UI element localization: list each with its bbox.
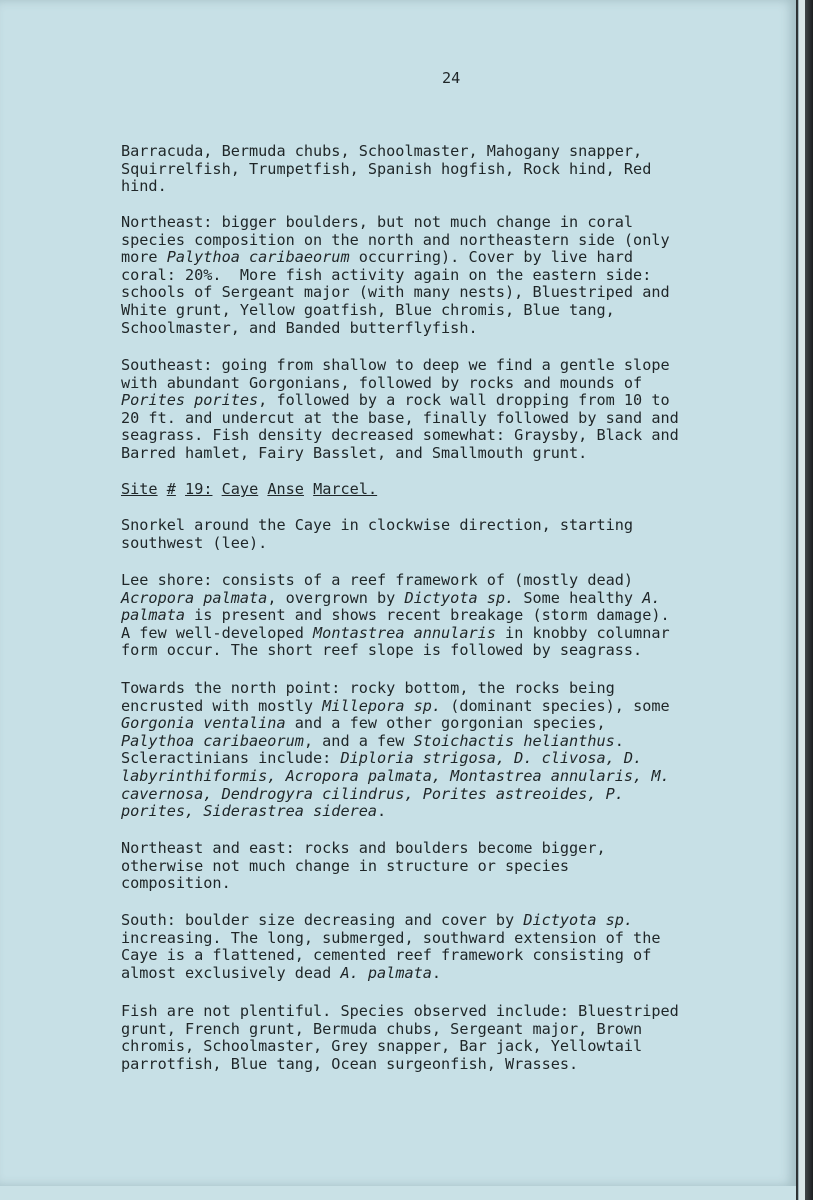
text-line: parrotfish, Blue tang, Ocean surgeonfish, Wrasses. [121, 1054, 579, 1073]
binding-edge [796, 0, 813, 1200]
text-line: chromis, Schoolmaster, Grey snapper, Bar jack, Yellowtail [121, 1037, 643, 1056]
text-line: with abundant Gorgonians, followed by rocks and mounds of [121, 373, 643, 392]
text-line [121, 590, 786, 608]
text-line: White grunt, Yellow goatfish, Blue chromis, Blue tang, [121, 300, 615, 319]
heading-word: Anse [267, 480, 304, 498]
heading-word: Site [121, 480, 158, 498]
text-line: increasing. The long, submerged, southward extension of the [121, 928, 661, 947]
text-line: seagrass. Fish density decreased somewhat: Graysby, Black and [121, 426, 679, 445]
text-line: Lee shore: consists of a reef framework of (mostly dead) [121, 571, 634, 589]
text-line: grunt, French grunt, Bermuda chubs, Sergeant major, Brown [121, 1019, 643, 1038]
paragraph-fish-list [121, 143, 786, 196]
paragraph-lee-shore [121, 572, 786, 660]
paragraph-southeast [121, 357, 786, 463]
text-line: coral: 20%. More fish activity again on the eastern side: [121, 265, 652, 284]
text-line: Northeast: bigger boulders, but not much change in coral [121, 213, 634, 231]
next-page-edge [798, 0, 805, 1200]
paragraph-fish-observed [121, 1003, 786, 1073]
text-line: Schoolmaster, and Banded butterflyfish. [121, 318, 478, 337]
text-line [121, 965, 786, 983]
text-line: form occur. The short reef slope is followed by seagrass. [121, 641, 643, 660]
text-segment: more [121, 248, 167, 267]
text-segment: , and a few [303, 731, 414, 750]
text-line: labyrinthiformis, Acropora palmata, Montastrea annularis, M. [121, 766, 670, 785]
species-name: Palythoa caribaeorum [166, 248, 350, 267]
text-segment: Scleractinians include: [121, 749, 341, 768]
text-segment: . [431, 963, 442, 982]
text-line [121, 733, 786, 751]
text-line: species composition on the north and northeastern side (only [121, 230, 670, 249]
text-line [121, 607, 786, 625]
text-line: otherwise not much change in structure or species [121, 856, 570, 875]
text-segment: encrusted with mostly [121, 696, 323, 715]
site-heading [121, 481, 786, 499]
text-segment: occurring). Cover by live hard [349, 248, 634, 267]
paragraph-north-point [121, 680, 786, 821]
text-line: Southeast: going from shallow to deep we find a gentle slope [121, 356, 670, 374]
species-name: palmata [121, 606, 186, 625]
species-name: Acropora palmata [121, 588, 268, 607]
species-name: Millepora sp. [322, 696, 442, 715]
text-line [121, 803, 786, 821]
paragraph-south [121, 912, 786, 982]
text-segment: is present and shows recent breakage (storm damage). [185, 606, 670, 625]
text-line: schools of Sergeant major (with many nests), Bluestriped and [121, 283, 670, 302]
text-segment: Some healthy [514, 588, 643, 607]
text-line [121, 750, 786, 768]
species-name: Palythoa caribaeorum [121, 731, 304, 750]
text-line [121, 698, 786, 716]
text-line: Caye is a flattened, cemented reef framework consisting of [121, 946, 652, 965]
text-segment: in knobby columnar [495, 623, 670, 642]
text-line: Fish are not plentiful. Species observed include: Bluestriped [121, 1002, 679, 1020]
species-name: porites, Siderastrea siderea [121, 802, 378, 821]
species-name: Porites porites [121, 391, 259, 410]
text-segment: almost exclusively dead [121, 963, 341, 982]
heading-word: 19: [185, 480, 213, 498]
text-line: Barracuda, Bermuda chubs, Schoolmaster, Mahogany snapper, [121, 142, 643, 160]
text-segment: and a few other gorgonian species, [285, 714, 606, 733]
text-line [121, 912, 786, 930]
text-line: 20 ft. and undercut at the base, finally followed by sand and [121, 408, 679, 427]
heading-word: Marcel. [313, 480, 378, 498]
page-number: 24 [442, 69, 461, 87]
paragraph-snorkel [121, 517, 786, 552]
text-line: composition. [121, 874, 231, 893]
text-segment: , overgrown by [267, 588, 405, 607]
text-line: Towards the north point: rocky bottom, the rocks being [121, 679, 615, 697]
species-name: Stoichactis helianthus [413, 731, 615, 750]
text-segment: , followed by a rock wall dropping from 10 to [258, 391, 670, 410]
text-segment: . [377, 802, 387, 821]
text-line: cavernosa, Dendrogyra cilindrus, Porites astreoides, P. [121, 784, 624, 803]
species-name: Diploria strigosa, D. clivosa, D. [340, 749, 643, 768]
species-name: A. palmata [340, 963, 432, 982]
text-line: Snorkel around the Caye in clockwise direction, starting [121, 516, 634, 534]
text-segment: . [614, 731, 624, 750]
text-line: southwest (lee). [121, 533, 268, 552]
text-line [121, 715, 786, 733]
scan-bottom-margin [0, 1186, 813, 1200]
paragraph-northeast [121, 214, 786, 337]
species-name: Montastrea annularis [313, 623, 496, 642]
species-name: A. [642, 588, 661, 607]
text-line [121, 625, 786, 643]
species-name: Gorgonia ventalina [121, 714, 286, 733]
species-name: Dictyota sp. [404, 588, 515, 607]
text-line: Northeast and east: rocks and boulders become bigger, [121, 839, 606, 857]
text-line: Barred hamlet, Fairy Basslet, and Smallmouth grunt. [121, 443, 588, 462]
heading-word: Caye [221, 480, 259, 498]
text-segment: (dominant species), some [441, 696, 670, 715]
text-segment: A few well-developed [121, 623, 314, 642]
text-line [121, 392, 786, 410]
heading-line [121, 481, 786, 499]
species-name: Dictyota sp. [523, 911, 634, 929]
text-line: Squirrelfish, Trumpetfish, Spanish hogfish, Rock hind, Red [121, 159, 652, 178]
paragraph-northeast-east [121, 840, 786, 893]
text-line [121, 249, 786, 267]
heading-word: # [166, 480, 176, 498]
text-segment: South: boulder size decreasing and cover by [121, 911, 524, 929]
text-line: hind. [121, 177, 167, 196]
